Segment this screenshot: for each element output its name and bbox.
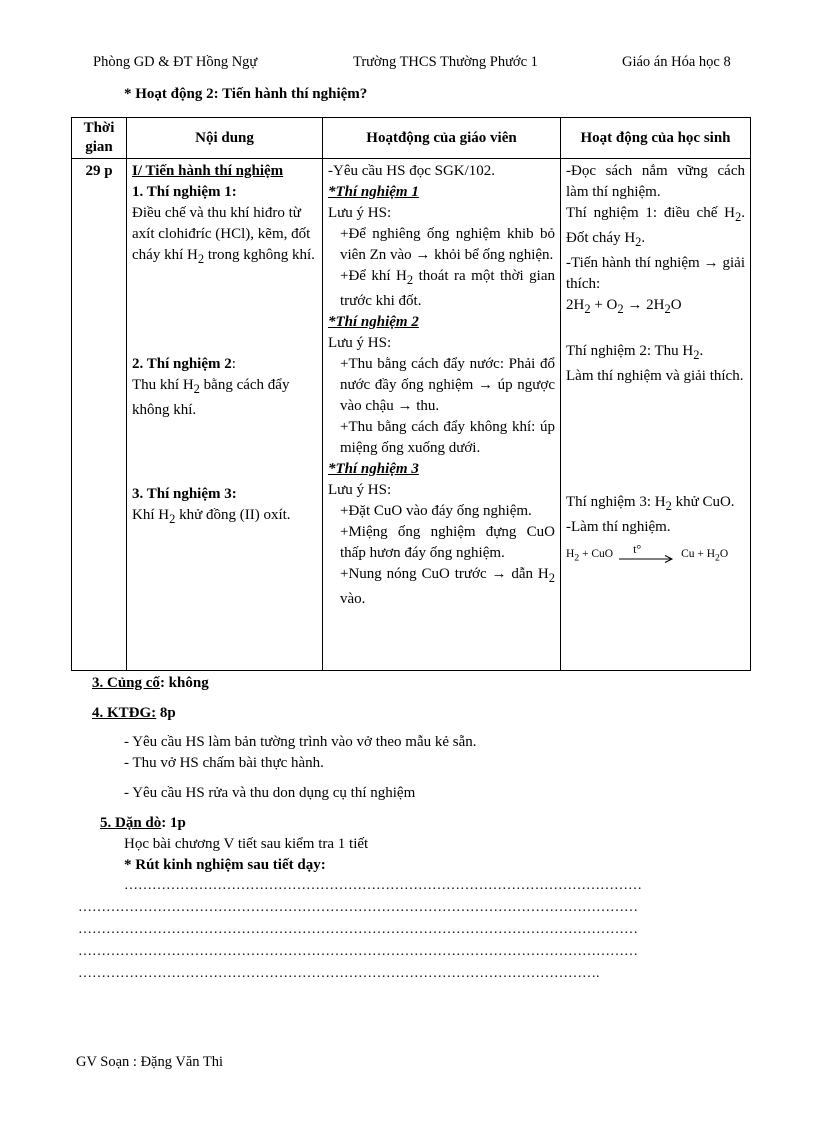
teacher-exp2-step-a: +Thu bằng cách đẩy nước: Phải đổ nước đầy ống nghiệm → úp ngược vào chậu → thu.	[340, 356, 555, 414]
teacher-intro: -Yêu cầu HS đọc SGK/102.	[328, 163, 496, 179]
content-title: I/ Tiến hành thí nghiệm	[132, 163, 284, 179]
teacher-note1: Lưu ý HS:	[328, 205, 392, 221]
teacher-cell	[323, 159, 561, 671]
dotted-line: …………………………………………………………………………………………………………	[78, 944, 638, 959]
student-exp3-do: -Làm thí nghiệm.	[566, 519, 671, 535]
teacher-exp3-step-b: +Miệng ống nghiệm đựng CuO thấp hươn đáy ống nghiệm.	[340, 524, 555, 561]
section-5-text: Học bài chương V tiết sau kiểm tra 1 tiết	[124, 836, 369, 852]
student-cell	[561, 159, 751, 671]
equation-reactants: $H_2$ + CuO	[566, 548, 614, 564]
activity-title: * Hoạt động 2: Tiến hành thí nghiệm?	[124, 86, 368, 102]
col-header-student: Hoạt động của học sinh	[561, 118, 751, 159]
section-4-item-3: - Yêu cầu HS rửa và thu don dụng cụ thí nghiệm	[124, 785, 416, 801]
exp3-title: 3. Thí nghiệm 3:	[132, 486, 237, 502]
reaction-condition: t°	[633, 542, 642, 557]
header-school-office: Phòng GD & ĐT Hồng Ngự	[93, 54, 258, 70]
col-header-time: Thời gian	[72, 118, 127, 159]
header-school-name: Trường THCS Thường Phước 1	[353, 54, 538, 70]
review-title: * Rút kinh nghiệm sau tiết dạy:	[124, 857, 326, 873]
lesson-table	[71, 117, 751, 671]
teacher-exp2-label: *Thí nghiệm 2	[328, 314, 419, 330]
table-header-row	[72, 118, 751, 159]
student-exp2-do: Làm thí nghiệm và giải thích.	[566, 368, 744, 384]
teacher-exp3-step-c: +Nung nóng CuO trước → dẫn $H_2$ vào.	[340, 566, 555, 607]
student-exp2: Thí nghiệm 2: Thu $H_2$.	[566, 343, 704, 362]
teacher-exp3-step-a: +Đặt CuO vào đáy ống nghiệm.	[340, 503, 532, 519]
student-step-read: -Đọc sách nắm vững cách làm thí nghiệm.	[566, 163, 745, 200]
exp1-text: Điều chế và thu khí hiđro từ axít clohiđríc (HCl), kẽm, đốt cháy khí $H_2$ trong kghông khí.	[132, 205, 315, 266]
teacher-exp1-step-b: +Để khí $H_2$ thoát ra một thời gian trước khi đốt.	[340, 268, 555, 309]
section-4-item-2: - Thu vở HS chấm bài thực hành.	[124, 755, 324, 771]
header-subject: Giáo án Hóa học 8	[622, 54, 731, 70]
table-row	[72, 159, 751, 671]
student-explain: -Tiến hành thí nghiệm → giải thích:	[566, 255, 745, 292]
teacher-exp1-step-a: +Để nghiêng ống nghiệm khib bỏ viên Zn vào → khỏi bể ống nghiện.	[340, 226, 555, 263]
exp1-title: 1. Thí nghiệm 1:	[132, 184, 237, 200]
dotted-line: …………………………………………………………………………………………………	[124, 878, 642, 893]
content-cell	[127, 159, 323, 671]
teacher-exp3-label: *Thí nghiệm 3	[328, 461, 419, 477]
section-3: 3. Củng cố: không	[92, 675, 209, 691]
section-4-item-1: - Yêu cầu HS làm bản tường trình vào vở theo mẫu kẻ sẵn.	[124, 734, 477, 750]
student-exp3: Thí nghiệm 3: $H_2$ khử CuO.	[566, 494, 735, 513]
teacher-exp1-label: *Thí nghiệm 1	[328, 184, 419, 200]
col-header-teacher: Hoạtđộng của giáo viên	[323, 118, 561, 159]
equation-products: $Cu + H_2O$	[681, 548, 729, 564]
exp2-title: 2. Thí nghiệm 2:	[132, 356, 236, 372]
section-4: 4. KTĐG: 8p	[92, 705, 176, 721]
student-equation-1: $2H_2 + O_2 \to 2H_2O$	[566, 297, 682, 316]
teacher-note2: Lưu ý HS:	[328, 335, 392, 351]
dotted-line: …………………………………………………………………………………………………………	[78, 922, 638, 937]
exp2-text: Thu khí $H_2$ bằng cách đẩy không khí.	[132, 377, 290, 418]
student-exp1: Thí nghiệm 1: điều chế $H_2$. Đốt cháy $H_2$.	[566, 205, 745, 249]
section-5: 5. Dặn dò: 1p	[100, 815, 186, 831]
teacher-exp2-step-b: +Thu bằng cách đẩy không khí: úp miệng ống xuống dưới.	[340, 419, 555, 456]
reaction-arrow-icon	[619, 542, 675, 563]
col-header-content: Nội dung	[127, 118, 323, 159]
dotted-line: ………………………………………………………………………………………………….	[78, 966, 600, 981]
student-equation-2	[566, 544, 745, 568]
time-cell: 29 p	[72, 159, 127, 671]
exp3-text: Khí $H_2$ khử đồng (II) oxít.	[132, 507, 291, 526]
footer-author: GV Soạn : Đặng Văn Thi	[76, 1054, 224, 1070]
dotted-line: …………………………………………………………………………………………………………	[78, 900, 638, 915]
teacher-note3: Lưu ý HS:	[328, 482, 392, 498]
